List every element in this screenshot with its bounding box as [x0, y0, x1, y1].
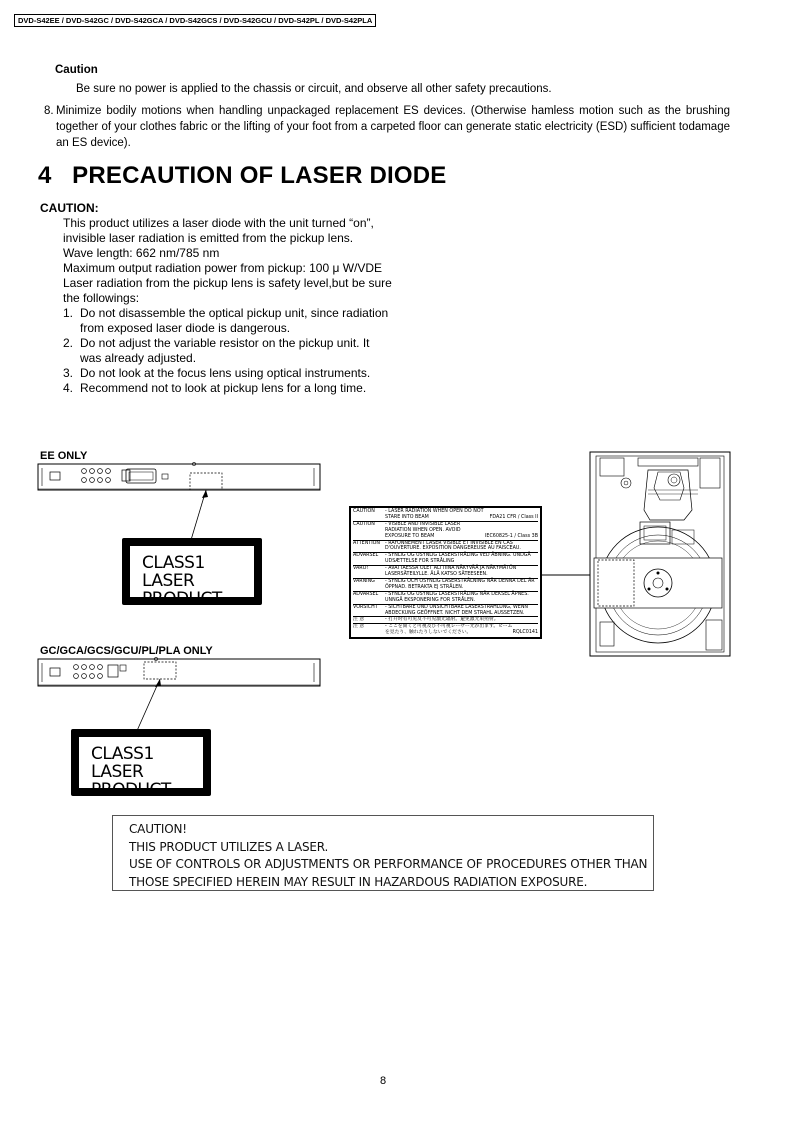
laser-product-line: LASER PRODUCT — [142, 571, 222, 609]
caution-heading: Caution — [55, 64, 98, 76]
list-item-number: 2. — [63, 336, 74, 350]
list-item — [63, 366, 393, 381]
warning-text: - 打开时有可见及不可见激光辐射。避免激光束照射。 — [385, 617, 499, 623]
class1-label-text — [79, 737, 203, 800]
laser-caution-body — [63, 216, 393, 396]
warning-row — [353, 566, 538, 579]
warning-note: IEC60825-1 / Class 3B — [485, 533, 538, 539]
warning-label-inner — [351, 508, 540, 637]
warning-row — [353, 522, 538, 541]
list-item — [63, 381, 393, 396]
warning-row — [353, 605, 538, 618]
warning-tag: VARNING — [353, 578, 375, 584]
list-item-text: Recommend not to look at pickup lens for a long time. — [80, 381, 367, 395]
warning-tag: 注 意 — [353, 624, 365, 630]
warning-line-2: THIS PRODUCT UTILIZES A LASER. — [129, 839, 329, 854]
class1-line: CLASS1 — [142, 553, 205, 573]
wavelength-text: Wave length: 662 nm/785 nm — [63, 246, 220, 260]
gc-only-label: GC/GCA/GCS/GCU/PL/PLA ONLY — [40, 645, 213, 657]
warning-tag: 注 意 — [353, 617, 365, 623]
warning-tag: ATTENTION — [353, 540, 381, 546]
rear-panel-ee-diagram — [36, 460, 326, 540]
warning-text: - ここを開くと可視及び不可視レーザー光が出ます。ビームを見たり、触れたりしないでください。 — [385, 624, 513, 636]
list-item-text: Do not disassemble the optical pickup unit, since radiation from exposed laser diode is dangerous. — [80, 306, 389, 335]
warning-line-4: THOSE SPECIFIED HEREIN MAY RESULT IN HAZARDOUS RADIATION EXPOSURE. — [129, 874, 588, 889]
warning-row — [353, 579, 538, 592]
laser-product-line: LASER PRODUCT — [91, 762, 171, 800]
list-item-number: 4. — [63, 381, 74, 395]
warning-row — [353, 624, 538, 636]
warning-text: - RAYONNEMENT LASER VISIBLE ET INVISIBLE EN CAS D'OUVERTURE. EXPOSITION DANGEREUSE AU FAISCEAU. — [385, 540, 521, 552]
warning-tag: CAUTION — [353, 521, 375, 527]
drive-mechanism-diagram — [588, 450, 733, 660]
warning-tag: VORSICHT — [353, 604, 378, 610]
rear-panel-gc-diagram — [36, 655, 326, 735]
list-item-number: 1. — [63, 306, 74, 320]
model-header: DVD-S42EE / DVD-S42GC / DVD-S42GCA / DVD-S42GCS / DVD-S42GCU / DVD-S42PL / DVD-S42PLA — [14, 14, 376, 27]
warning-tag: CAUTION — [353, 509, 375, 514]
warning-tag: ADVARSEL — [353, 591, 379, 597]
warning-row — [353, 541, 538, 554]
list-item-text: Minimize bodily motions when handling unpackaged replacement ES devices. (Otherwise hamless motion such as the brushing together of your clothes fabric or the lifting of your foot from a carpeted floor can generate static electricity (ESD) sufficient todamage an ES device). — [56, 105, 730, 149]
warning-text: - SYNLIG OCH OSYNLIG LASERSTRÅLNING NÄR DENNA DEL ÄR ÖPPNAD. BETRAKTA EJ STRÅLEN. — [385, 578, 535, 590]
list-item — [63, 336, 393, 366]
warning-text: - LASER RADIATION WHEN OPEN DO NOT STARE INTO BEAM — [385, 509, 484, 520]
list-item-text: Do not look at the focus lens using optical instruments. — [80, 366, 371, 380]
warning-text: - SYNLIG OG USYNLIG LASERSTRÅLING VED ÅBNING. UNDGÅ UDSÆTTELSE FOR STRÅLING — [385, 553, 531, 565]
warning-row — [353, 553, 538, 566]
list-item-number: 8. — [44, 105, 54, 117]
warning-tag: ADVARSEL — [353, 553, 379, 559]
class1-line: CLASS1 — [91, 744, 154, 764]
warning-text: - VISIBLE AND INVISIBLE LASER RADIATION WHEN OPEN. AVOID EXPOSURE TO BEAM — [385, 521, 461, 539]
laser-caution-para1: This product utilizes a laser diode with the unit turned “on”, invisible laser radiation is emitted from the pickup lens. — [63, 216, 374, 245]
max-power-text: Maximum output radiation power from pickup: 100 μ W/VDE — [63, 261, 383, 275]
list-item-number: 3. — [63, 366, 74, 380]
multilanguage-warning-label — [349, 506, 542, 639]
list-item-text: Do not adjust the variable resistor on the pickup unit. It was already adjusted. — [80, 336, 370, 365]
warning-text: - AVATTAESSA OLET ALTTIINA NÄKYVÄÄ JA NÄKYMÄTÖN LASERSÄTEILYLLE. ÄLÄ KATSO SÄTEESEEN. — [385, 566, 517, 578]
warning-text: - SYNLIG OG USYNLIG LASERSTRÅLING NÅR DEKSEL ÅPNES. UNNGÅ EKSPONERING FOR STRÅLEN. — [385, 591, 529, 603]
class1-label-gc — [71, 729, 211, 800]
section-title: 4 PRECAUTION OF LASER DIODE — [38, 162, 447, 189]
class1-label-text — [130, 546, 254, 609]
warning-note: RQLC0141 — [512, 630, 538, 636]
laser-caution-para2: Laser radiation from the pickup lens is safety level,but be sure the followings: — [63, 276, 392, 305]
warning-tag: VARO! — [353, 566, 369, 572]
laser-warning-box — [112, 815, 654, 891]
page-number: 8 — [380, 1075, 387, 1087]
class1-label-ee — [122, 538, 262, 609]
warning-line-3: USE OF CONTROLS OR ADJUSTMENTS OR PERFORMANCE OF PROCEDURES OTHER THAN — [129, 857, 648, 871]
warning-text: - SICHTBARE UND UNSICHTBARE LASERSTRAHLUNG, WENN ABDECKUNG GEÖFFNET. NICHT DEM STRAHL AUSSETZEN. — [385, 604, 529, 616]
warning-line-1: CAUTION! — [129, 822, 187, 836]
caution-text: Be sure no power is applied to the chassis or circuit, and observe all other safety precautions. — [76, 83, 552, 95]
warning-row — [353, 592, 538, 605]
warning-note: FDA21 CFR / Class II — [489, 514, 538, 520]
ee-only-label: EE ONLY — [40, 450, 88, 462]
list-item-8 — [44, 103, 730, 151]
list-item — [63, 306, 393, 336]
laser-caution-list — [63, 306, 393, 396]
laser-caution-heading: CAUTION: — [40, 201, 99, 215]
warning-row — [353, 509, 538, 522]
